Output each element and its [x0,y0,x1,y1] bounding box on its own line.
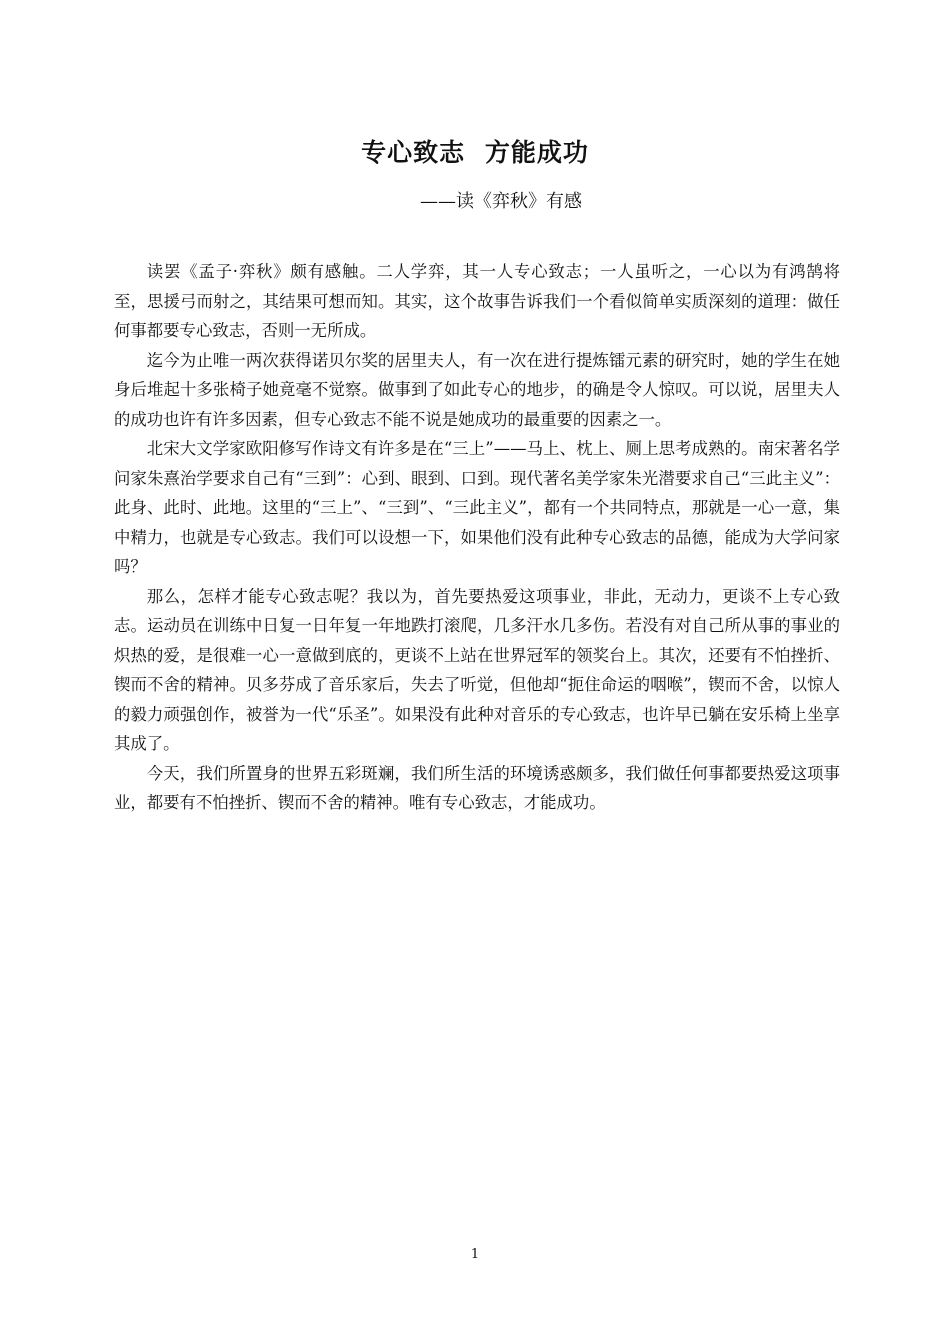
document-subtitle: ——读《弈秋》有感 [420,191,582,212]
paragraph: 迄今为止唯一两次获得诺贝尔奖的居里夫人，有一次在进行提炼镭元素的研究时，她的学生在她身后堆起十多张椅子她竟毫不觉察。做事到了如此专心的地步，的确是令人惊叹。可以说，居里夫人的成功也许有许多因素，但专心致志不能不说是她成功的最重要的因素之一。 [114,350,840,429]
paragraph: 读罢《孟子·弈秋》颇有感触。二人学弈，其一人专心致志；一人虽听之，一心以为有鸿鹄将至，思援弓而射之，其结果可想而知。其实，这个故事告诉我们一个看似简单实质深刻的道理：做任何事都要专心致志，否则一无所成。 [114,262,840,340]
page-number: 1 [470,1247,480,1262]
paragraph: 今天，我们所置身的世界五彩斑斓，我们所生活的环境诱惑颇多，我们做任何事都要热爱这项事业，都要有不怕挫折、锲而不舍的精神。唯有专心致志，才能成功。 [114,763,840,812]
document-body [114,257,840,818]
paragraph: 那么，怎样才能专心致志呢？我以为，首先要热爱这项事业，非此，无动力，更谈不上专心致志。运动员在训练中日复一日年复一年地跌打滚爬，几多汗水几多伤。若没有对自己所从事的事业的炽热的爱，是很难一心一意做到底的，更谈不上站在世界冠军的领奖台上。其次，还要有不怕挫折、锲而不舍的精神。贝多芬成了音乐家后，失去了听觉，但他却“扼住命运的咽喉”，锲而不舍，以惊人的毅力顽强创作，被誉为一代“乐圣”。如果没有此种对音乐的专心致志，也许早已躺在安乐椅上坐享其成了。 [114,586,840,753]
document-title: 专心致志 方能成功 [361,138,589,167]
paragraph: 北宋大文学家欧阳修写作诗文有许多是在“三上”——马上、枕上、厕上思考成熟的。南宋著名学问家朱熹治学要求自己有“三到”：心到、眼到、口到。现代著名美学家朱光潜要求自己“三此主义”：此身、此时、此地。这里的“三上”、“三到”、“三此主义”，都有一个共同特点，那就是一心一意，集中精力，也就是专心致志。我们可以设想一下，如果他们没有此种专心致志的品德，能成为大学问家吗？ [114,439,840,576]
